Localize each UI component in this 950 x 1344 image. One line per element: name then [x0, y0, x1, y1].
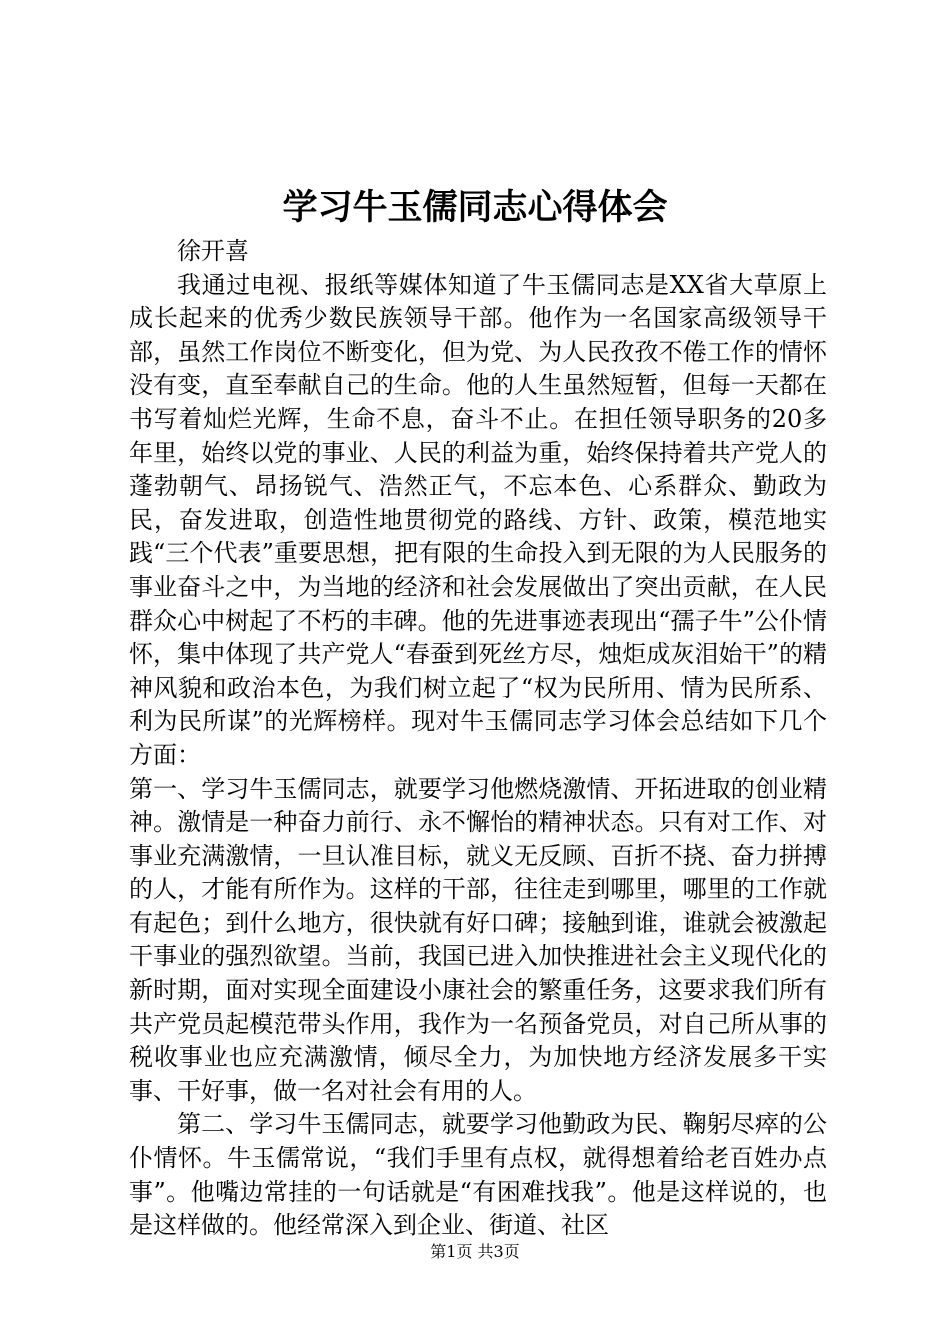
author-line: 徐开喜 — [177, 237, 249, 265]
paragraph-second-point: 第二、学习牛玉儒同志，就要学习他勤政为民、鞠躬尽瘁的公仆情怀。牛玉儒常说，“我们手里有点权，就得想着给老百姓办点事”。他嘴边常挂的一句话就是“有困难找我”。他是这样说的，也是这样做的。他经常深入到企业、街道、社区 — [129, 1110, 827, 1240]
document-body — [129, 235, 827, 1243]
paragraph-first-point: 第一、学习牛玉儒同志，就要学习他燃烧激情、开拓进取的创业精神。激情是一种奋力前行、永不懈怡的精神状态。只有对工作、对事业充满激情，一旦认准目标，就义无反顾、百折不挠、奋力拼搏的人，才能有所作为。这样的干部，往往走到哪里，哪里的工作就有起色；到什么地方，很快就有好口碑；接触到谁，谁就会被激起干事业的强烈欲望。当前，我国已进入加快推进社会主义现代化的新时期，面对实现全面建设小康社会的繁重任务，这要求我们所有共产党员起模范带头作用，我作为一名预备党员，对自己所从事的税收事业也应充满激情，倾尽全力，为加快地方经济发展多干实事、干好事，做一名对社会有用的人。 — [129, 774, 827, 1105]
page-footer: 第1页 共3页 — [430, 1242, 520, 1261]
document-title: 学习牛玉儒同志心得体会 — [282, 187, 668, 228]
paragraph-intro: 我通过电视、报纸等媒体知道了牛玉儒同志是XX省大草原上成长起来的优秀少数民族领导干部。他作为一名国家高级领导干部，虽然工作岗位不断变化，但为党、为人民孜孜不倦工作的情怀没有变，直至奉献自己的生命。他的人生虽然短暂，但每一天都在书写着灿烂光辉，生命不息，奋斗不止。在担任领导职务的20多年里，始终以党的事业、人民的利益为重，始终保持着共产党人的蓬勃朝气、昂扬锐气、浩然正气，不忘本色、心系群众、勤政为民，奋发进取，创造性地贯彻党的路线、方针、政策，模范地实践“三个代表”重要思想，把有限的生命投入到无限的为人民服务的事业奋斗之中，为当地的经济和社会发展做出了突出贡献，在人民群众心中树起了不朽的丰碑。他的先进事迹表现出“孺子牛”公仆情怀，集中体现了共产党人“春蚕到死丝方尽，烛炬成灰泪始干”的精神风貌和政治本色，为我们树立起了“权为民所用、情为民所系、利为民所谋”的光辉榜样。现对牛玉儒同志学习体会总结如下几个方面： — [129, 270, 827, 769]
